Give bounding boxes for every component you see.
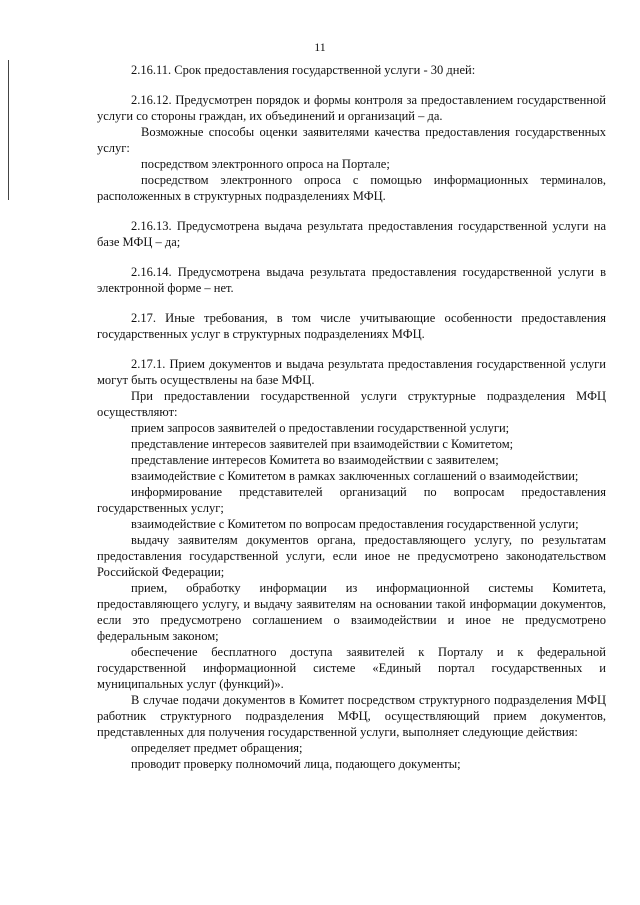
list-item: представление интересов заявителей при взаимодействии с Комитетом;: [131, 437, 514, 451]
section-2-17-1: [97, 356, 606, 772]
list-item: информирование представителей организаций по вопросам предоставления государственных услуг;: [97, 485, 606, 515]
paragraph: 2.16.14. Предусмотрена выдача результата предоставления государственной услуги в электронной форме – нет.: [97, 265, 606, 295]
list-item: взаимодействие с Комитетом в рамках заключенных соглашений о взаимодействии;: [131, 469, 579, 483]
list-item: проводит проверку полномочий лица, подающего документы;: [131, 757, 461, 771]
paragraph: 2.16.13. Предусмотрена выдача результата предоставления государственной услуги на базе МФЦ – да;: [97, 219, 606, 249]
paragraph: 2.16.12. Предусмотрен порядок и формы контроля за предоставлением государственной услуги со стороны граждан, их объединений и организаций – да.: [97, 93, 606, 123]
paragraph: 2.16.11. Срок предоставления государственной услуги - 30 дней:: [131, 63, 476, 77]
list-item: посредством электронного опроса на Портале;: [141, 157, 390, 171]
list-item: обеспечение бесплатного доступа заявителей к Порталу и к федеральной государственной информационной системе «Единый портал государственных и муниципальных услуг (функций)».: [97, 645, 606, 691]
section-2-17: [97, 310, 606, 342]
list-item: прием запросов заявителей о предоставлении государственной услуги;: [131, 421, 510, 435]
list-item: взаимодействие с Комитетом по вопросам предоставления государственной услуги;: [131, 517, 579, 531]
section-2-16-13: [97, 218, 606, 250]
section-2-16-11: [97, 62, 606, 78]
list-item: выдачу заявителям документов органа, предоставляющего услугу, по результатам предоставления государственной услуги, если иное не предусмотрено законодательством Российской Федерации;: [97, 533, 606, 579]
paragraph: При предоставлении государственной услуги структурные подразделения МФЦ осуществляют:: [97, 389, 606, 419]
document-body: [97, 62, 606, 772]
list-item: определяет предмет обращения;: [131, 741, 303, 755]
section-2-16-12: [97, 92, 606, 204]
paragraph: 2.17. Иные требования, в том числе учитывающие особенности предоставления государственных услуг в структурных подразделениях МФЦ.: [97, 311, 606, 341]
section-2-16-14: [97, 264, 606, 296]
margin-line: [8, 60, 9, 200]
list-item: посредством электронного опроса с помощью информационных терминалов, расположенных в структурных подразделениях МФЦ.: [97, 173, 606, 203]
paragraph: Возможные способы оценки заявителями качества предоставления государственных услуг:: [97, 125, 606, 155]
list-item: представление интересов Комитета во взаимодействии с заявителем;: [131, 453, 499, 467]
list-item: прием, обработку информации из информационной системы Комитета, предоставляющего услугу, и выдачу заявителям на основании такой информации документов, если это предусмотрено соглашением о взаимодействии и иное не предусмотрено федеральным законом;: [97, 581, 606, 643]
page-number: 11: [314, 40, 326, 54]
paragraph: В случае подачи документов в Комитет посредством структурного подразделения МФЦ работник структурного подразделения МФЦ, осуществляющий прием документов, представленных для получения государственной услуги, выполняет следующие действия:: [97, 693, 606, 739]
paragraph: 2.17.1. Прием документов и выдача результата предоставления государственной услуги могут быть осуществлены на базе МФЦ.: [97, 357, 606, 387]
